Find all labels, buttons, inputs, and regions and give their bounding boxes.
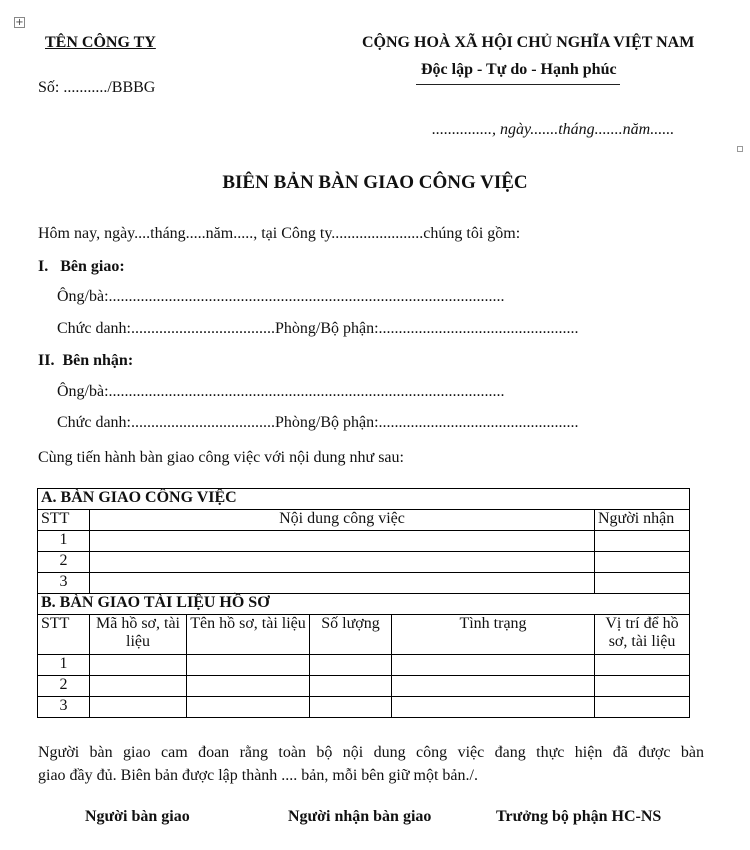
b-row-stt: 3 <box>38 697 90 718</box>
closing-line-1: Người bàn giao cam đoan rằng toàn bộ nội dung công việc đang thực hiện đã được bàn <box>38 744 704 761</box>
a-row-receiver-cell[interactable] <box>595 552 690 573</box>
closing-line-2: giao đầy đủ. Biên bản được lập thành .... bản, mỗi bên giữ một bản./. <box>38 767 478 784</box>
b-row-cell[interactable] <box>595 655 690 676</box>
party-b-name-line: Ông/bà:................................................................................................... <box>57 383 505 400</box>
party-a-heading: I. Bên giao: <box>38 258 125 275</box>
b-row-cell[interactable] <box>392 655 595 676</box>
text-boundary-marker <box>737 146 743 152</box>
b-header-quantity: Số lượng <box>310 615 392 655</box>
table-move-handle-icon[interactable]: + <box>15 17 24 28</box>
handover-table <box>37 488 690 718</box>
b-row-stt: 2 <box>38 676 90 697</box>
b-row-cell[interactable] <box>90 676 187 697</box>
a-header-stt: STT <box>38 510 90 531</box>
table-row <box>38 531 690 552</box>
national-motto: Độc lập - Tự do - Hạnh phúc <box>421 61 617 78</box>
signature-giver: Người bàn giao <box>85 808 190 825</box>
b-header-doc-name: Tên hồ sơ, tài liệu <box>187 615 310 655</box>
b-header-condition: Tình trạng <box>392 615 595 655</box>
a-row-content-cell[interactable] <box>90 552 595 573</box>
table-row <box>38 655 690 676</box>
section-a-heading: A. BÀN GIAO CÔNG VIỆC <box>38 489 690 510</box>
a-row-receiver-cell[interactable] <box>595 573 690 594</box>
party-b-role-line: Chức danh:....................................Phòng/Bộ phận:.................................................. <box>57 414 579 431</box>
document-number: Số: .........../BBBG <box>38 79 156 96</box>
b-row-cell[interactable] <box>90 655 187 676</box>
country-name: CỘNG HOÀ XÃ HỘI CHỦ NGHĨA VIỆT NAM <box>362 34 695 51</box>
b-row-cell[interactable] <box>595 697 690 718</box>
document-title: BIÊN BẢN BÀN GIAO CÔNG VIỆC <box>222 172 528 193</box>
a-row-stt: 3 <box>38 573 90 594</box>
b-header-stt: STT <box>38 615 90 655</box>
motto-underline <box>416 84 620 85</box>
b-row-cell[interactable] <box>392 697 595 718</box>
a-row-content-cell[interactable] <box>90 531 595 552</box>
a-row-stt: 2 <box>38 552 90 573</box>
section-b-heading: B. BÀN GIAO TÀI LIỆU HỒ SƠ <box>38 594 690 615</box>
signature-receiver: Người nhận bàn giao <box>288 808 432 825</box>
date-line: ..............., ngày.......tháng.......năm...... <box>432 121 675 138</box>
table-row <box>38 697 690 718</box>
a-row-receiver-cell[interactable] <box>595 531 690 552</box>
party-a-name-line: Ông/bà:................................................................................................... <box>57 288 505 305</box>
b-row-stt: 1 <box>38 655 90 676</box>
intro-line: Hôm nay, ngày....tháng.....năm....., tại Công ty.......................chúng tôi gồm: <box>38 225 521 242</box>
table-row <box>38 676 690 697</box>
b-row-cell[interactable] <box>310 655 392 676</box>
b-row-cell[interactable] <box>310 676 392 697</box>
b-row-cell[interactable] <box>595 676 690 697</box>
b-row-cell[interactable] <box>310 697 392 718</box>
b-row-cell[interactable] <box>187 697 310 718</box>
party-b-heading: II. Bên nhận: <box>38 352 134 369</box>
signature-hr-head: Trưởng bộ phận HC-NS <box>496 808 662 825</box>
company-name: TÊN CÔNG TY <box>45 34 156 51</box>
b-header-storage-location: Vị trí để hồ sơ, tài liệu <box>595 615 690 655</box>
b-row-cell[interactable] <box>90 697 187 718</box>
lead-in-line: Cùng tiến hành bàn giao công việc với nội dung như sau: <box>38 449 404 466</box>
a-header-work-content: Nội dung công việc <box>90 510 595 531</box>
b-header-doc-code: Mã hồ sơ, tài liệu <box>90 615 187 655</box>
table-row <box>38 573 690 594</box>
a-row-stt: 1 <box>38 531 90 552</box>
party-a-role-line: Chức danh:....................................Phòng/Bộ phận:.................................................. <box>57 320 579 337</box>
b-row-cell[interactable] <box>392 676 595 697</box>
a-header-receiver: Người nhận <box>595 510 690 531</box>
a-row-content-cell[interactable] <box>90 573 595 594</box>
table-row <box>38 552 690 573</box>
b-row-cell[interactable] <box>187 655 310 676</box>
b-row-cell[interactable] <box>187 676 310 697</box>
